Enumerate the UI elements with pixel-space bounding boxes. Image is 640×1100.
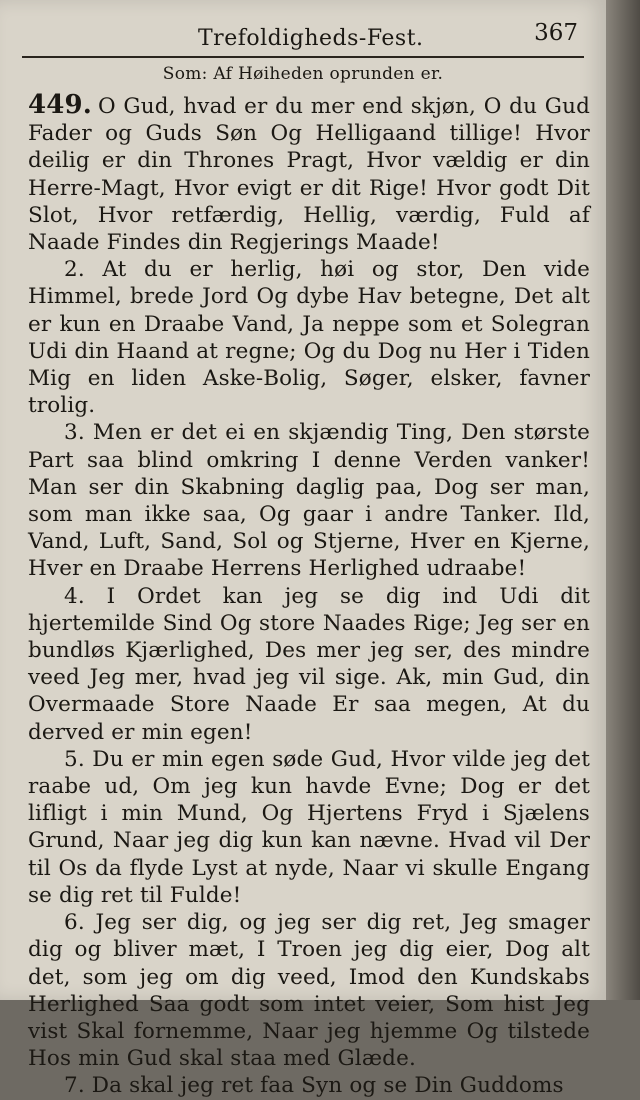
stanza-7: 7. Da skal jeg ret faa Syn og se Din Guddoms xyxy=(64,1073,564,1099)
page-edge xyxy=(606,0,640,1000)
stanza-1 xyxy=(28,92,590,256)
stanza-5: 5. Du er min egen søde Gud, Hvor vilde jeg det raabe ud, Om jeg kun havde Evne; Dog er det lifligt i min Mund, Og Hjertens Fryd i Sjælens Grund, Naar jeg dig kun kan nævne. Hvad vil Der til Os da flyde Lyst at nyde, Naar vi skulle Engang se dig ret til Fulde! xyxy=(28,746,590,908)
melody-line: Som: Af Høiheden oprunden er. xyxy=(162,64,444,84)
stanza-1-text: O Gud, hvad er du mer end skjøn, O du Gud Fader og Guds Søn Og Helligaand tillige! Hvor deilig er din Thrones Pragt, Hvor vældig er din Herre-Magt, Hvor evigt er dit Rige! Hvor godt Dit Slot, Hvor retfærdig, Hellig, værdig, Fuld af Naade Findes din Regjerings Maade! xyxy=(28,94,590,256)
page-number: 367 xyxy=(534,20,578,46)
hymn-text xyxy=(28,92,590,1100)
stanza-3: 3. Men er det ei en skjændig Ting, Den største Part saa blind omkring I denne Verden vanker! Man ser din Skabning daglig paa, Dog ser man, som man ikke saa, Og gaar i andre Tanker. Ild, Vand, Luft, Sand, Sol og Stjerne, Hver en Kjerne, Hver en Draabe Herrens Herlighed udraabe! xyxy=(28,420,590,582)
hymn-number: 449. xyxy=(28,90,92,120)
header-rule xyxy=(22,56,584,58)
stanza-6: 6. Jeg ser dig, og jeg ser dig ret, Jeg smager dig og bliver mæt, I Troen jeg dig eier, Dog alt det, som jeg om dig veed, Imod den Kundskabs Herlighed Saa godt som intet veier, Som hist Jeg vist Skal fornemme, Naar jeg hjemme Og tilstede Hos min Gud skal staa med Glæde. xyxy=(28,910,590,1072)
page-header xyxy=(0,18,606,58)
stanza-2: 2. At du er herlig, høi og stor, Den vide Himmel, brede Jord Og dybe Hav betegne, Det alt er kun en Draabe Vand, Ja neppe som et Solegran Udi din Haand at regne; Og du Dog nu Her i Tiden Mig en liden Aske-Bolig, Søger, elsker, favner trolig. xyxy=(28,257,590,419)
stanza-4: 4. I Ordet kan jeg se dig ind Udi dit hjertemilde Sind Og store Naades Rige; Jeg ser en bundløs Kjærlighed, Des mer jeg ser, des mindre veed Jeg mer, hvad jeg vil sige. Ak, min Gud, din Overmaade Store Naade Er saa megen, At du derved er min egen! xyxy=(28,583,590,745)
running-title: Trefoldigheds-Fest. xyxy=(198,26,424,51)
